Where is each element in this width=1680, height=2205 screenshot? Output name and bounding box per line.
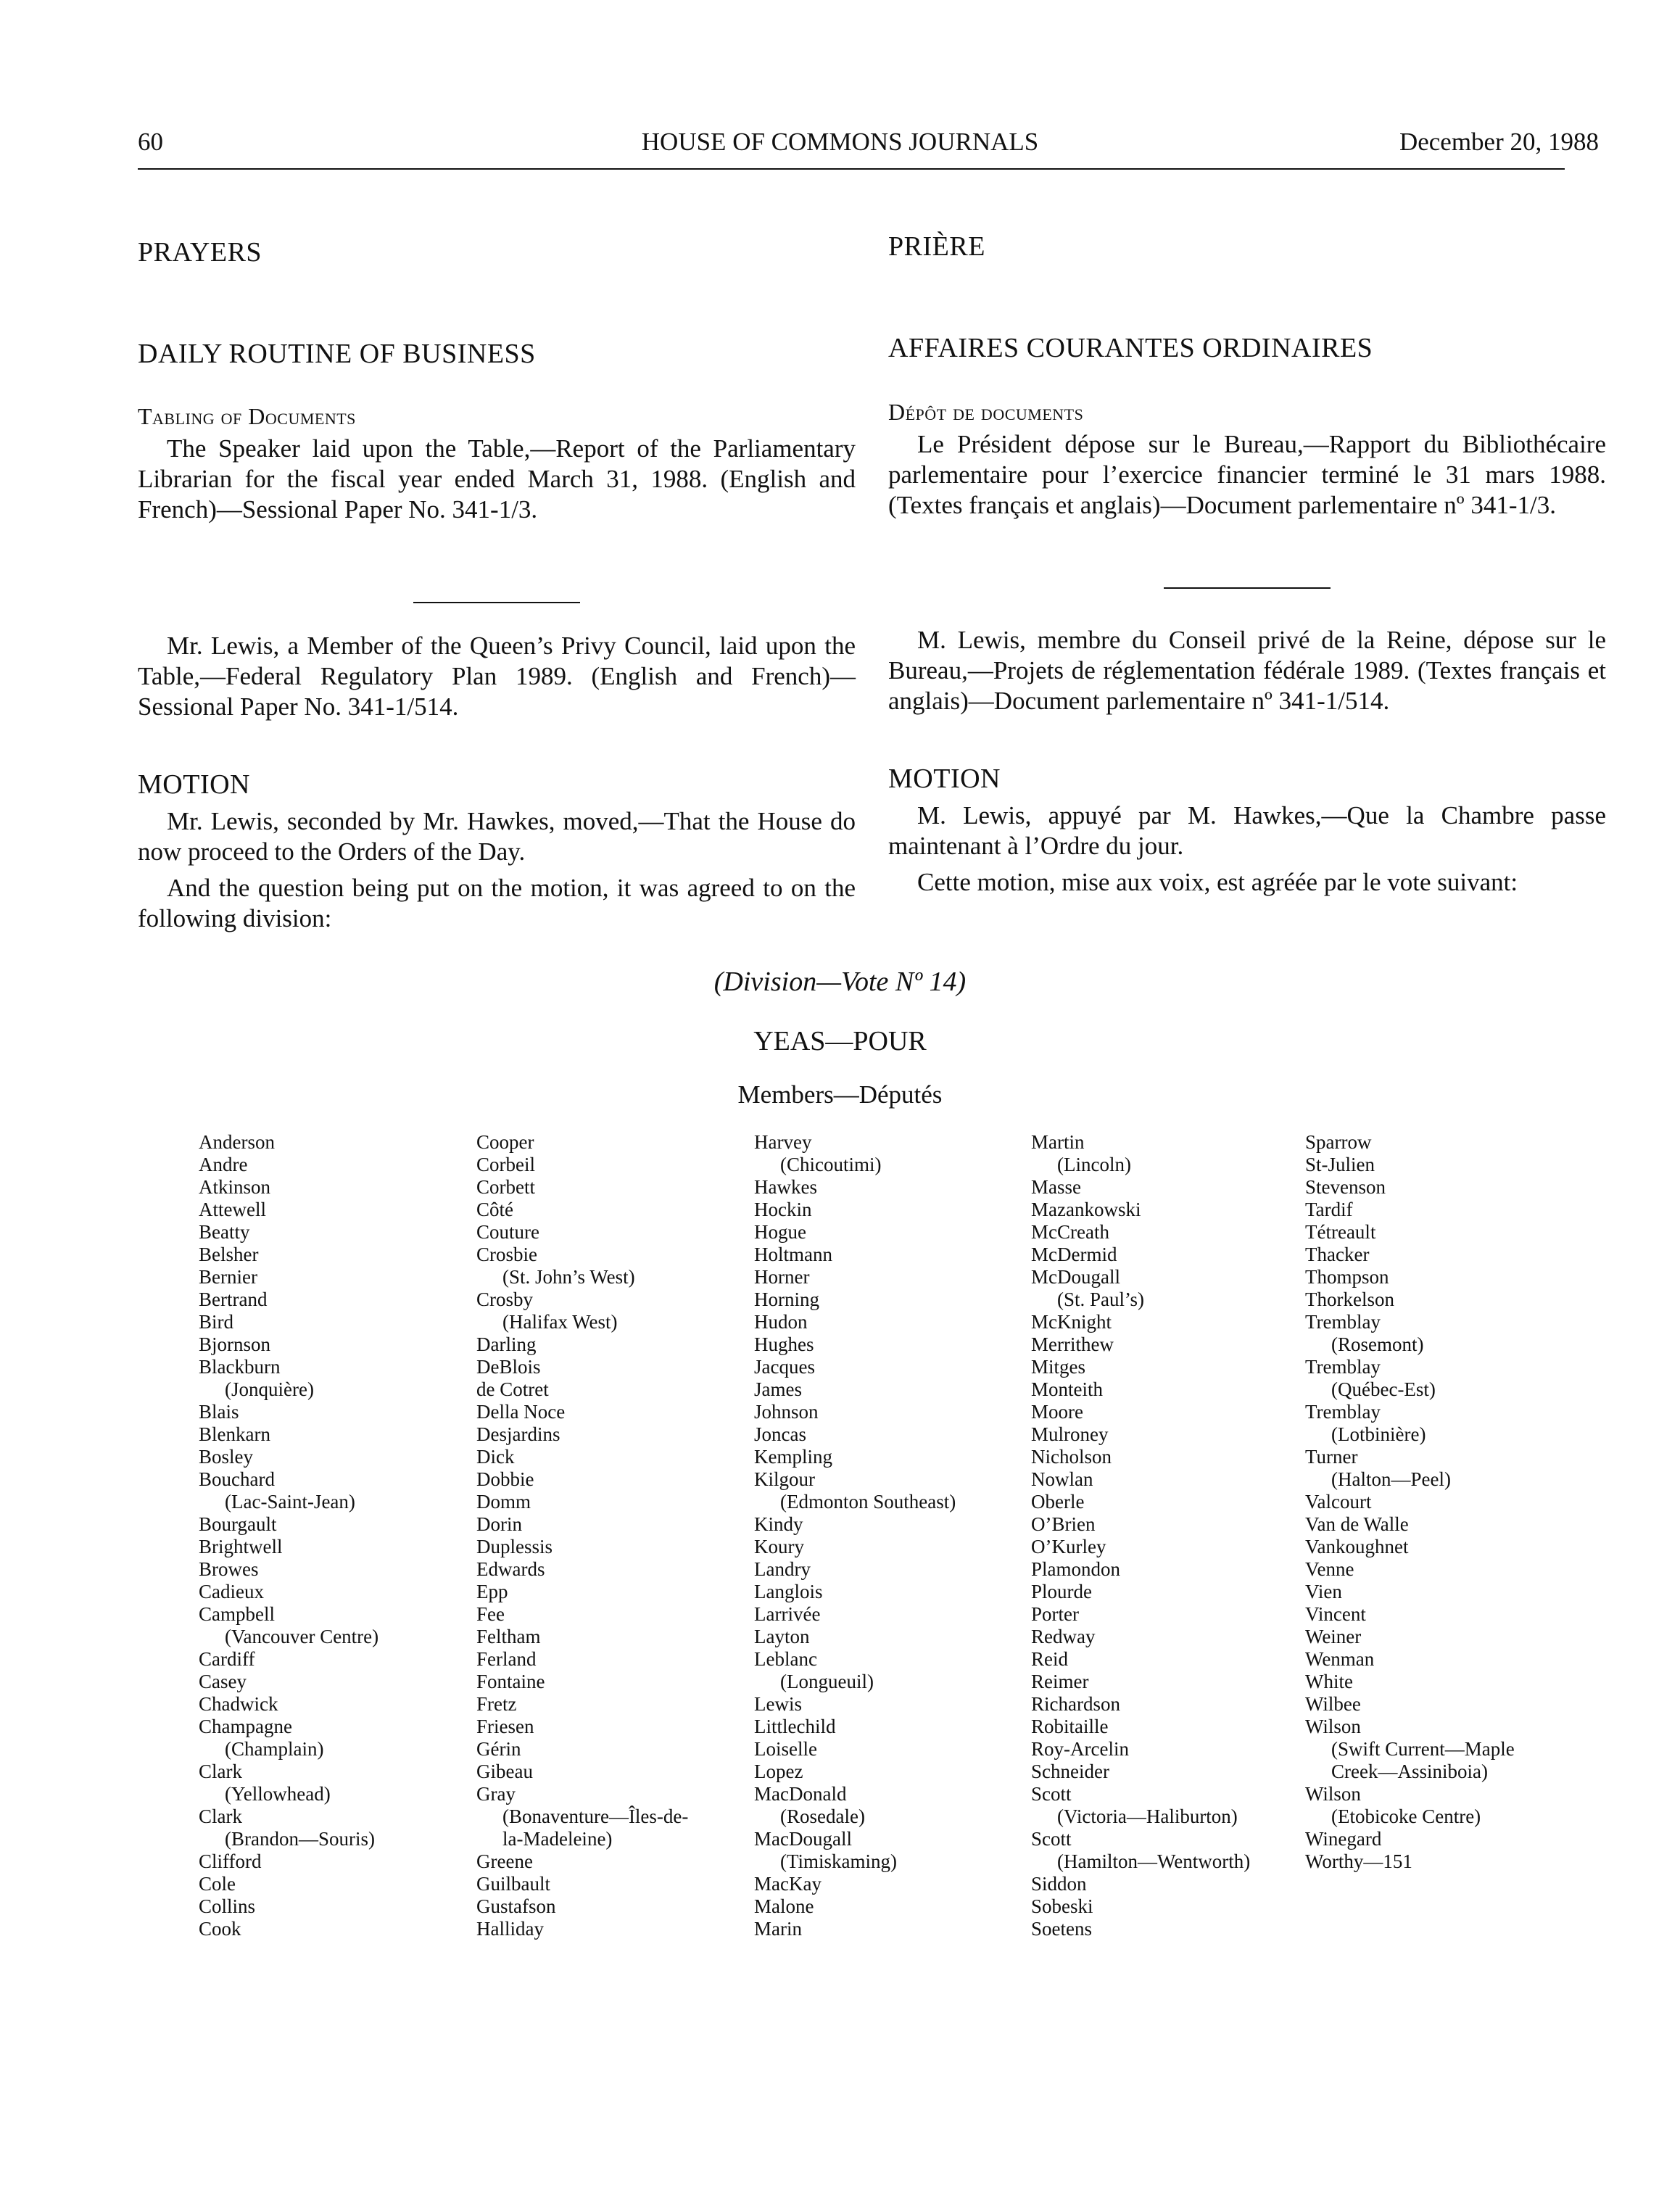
member-name: Campbell	[199, 1603, 275, 1625]
member-name: Cadieux	[199, 1581, 264, 1602]
member-name: Reimer	[1031, 1671, 1089, 1692]
member-name: Monteith	[1031, 1378, 1103, 1400]
member-name: Harvey	[754, 1131, 812, 1153]
member-riding: (Vancouver Centre)	[225, 1626, 379, 1647]
member-name: Anderson	[199, 1131, 275, 1153]
member-name: Sobeski	[1031, 1895, 1093, 1917]
members-heading: Members—Députés	[737, 1080, 943, 1109]
member-name: Gibeau	[476, 1761, 533, 1782]
member-riding: (Lincoln)	[1057, 1154, 1131, 1175]
motion-heading-fr: MOTION	[888, 764, 1001, 794]
member-name: Masse	[1031, 1176, 1081, 1198]
name-column-3	[754, 1131, 956, 1940]
member-name: Thorkelson	[1305, 1288, 1394, 1310]
member-name: Vien	[1305, 1581, 1342, 1602]
member-name: Hudon	[754, 1311, 808, 1333]
member-name: Duplessis	[476, 1536, 553, 1557]
motion-paragraph: Mr. Lewis, seconded by Mr. Hawkes, moved,—That the House do now proceed to the Orders of the Day.	[138, 807, 856, 866]
member-name: Richardson	[1031, 1693, 1120, 1715]
member-name: Martin	[1031, 1131, 1085, 1153]
member-name: MacKay	[754, 1873, 822, 1895]
journal-title: HOUSE OF COMMONS JOURNALS	[641, 128, 1039, 156]
member-name: Kilgour	[754, 1468, 815, 1490]
member-name: Fee	[476, 1603, 505, 1625]
member-name: Casey	[199, 1671, 247, 1692]
member-name: Turner	[1305, 1446, 1358, 1468]
member-riding: (Rosemont)	[1331, 1333, 1424, 1355]
member-name: Mitges	[1031, 1356, 1086, 1378]
member-name: Valcourt	[1305, 1491, 1372, 1513]
member-riding: (Timiskaming)	[780, 1850, 898, 1872]
member-name: Porter	[1031, 1603, 1079, 1625]
member-name: Côté	[476, 1199, 513, 1220]
member-name: Domm	[476, 1491, 531, 1513]
member-name: Dobbie	[476, 1468, 534, 1490]
member-name: Couture	[476, 1221, 539, 1243]
member-name: Langlois	[754, 1581, 823, 1602]
french-regulatory	[888, 625, 1606, 716]
member-name: Epp	[476, 1581, 508, 1602]
member-name: McDermid	[1031, 1244, 1117, 1265]
member-name: MacDonald	[754, 1783, 847, 1805]
member-name: Lewis	[754, 1693, 802, 1715]
member-riding: (Edmonton Southeast)	[780, 1491, 956, 1513]
tabling-subheading: Tabling of Documents	[138, 403, 356, 429]
member-name: Collins	[199, 1895, 256, 1917]
name-column-4	[1031, 1131, 1250, 1940]
header-date: December 20, 1988	[1399, 128, 1599, 156]
french-column	[888, 231, 1606, 262]
member-riding: la-Madeleine)	[502, 1828, 613, 1850]
member-name: Kindy	[754, 1513, 803, 1535]
french-routine	[888, 332, 1606, 364]
english-regulatory	[138, 631, 856, 722]
member-name: Horner	[754, 1266, 810, 1288]
member-riding: (Brandon—Souris)	[225, 1828, 375, 1850]
member-name: Scott	[1031, 1828, 1072, 1850]
member-name: Bird	[199, 1311, 234, 1333]
separator-rule-fr	[1164, 587, 1331, 589]
member-riding: (Hamilton—Wentworth)	[1057, 1850, 1251, 1872]
member-name: Clark	[199, 1805, 242, 1827]
member-name: Friesen	[476, 1716, 534, 1737]
member-name: Dick	[476, 1446, 515, 1468]
member-name: White	[1305, 1671, 1353, 1692]
member-name: Belsher	[199, 1244, 259, 1265]
member-riding: (Rosedale)	[780, 1805, 865, 1827]
member-name: Worthy—151	[1305, 1850, 1412, 1872]
member-name: Della Noce	[476, 1401, 566, 1423]
member-name: Jacques	[754, 1356, 815, 1378]
member-name: Desjardins	[476, 1423, 560, 1445]
member-name: Oberle	[1031, 1491, 1085, 1513]
member-name: Cardiff	[199, 1648, 255, 1670]
member-name: Joncas	[754, 1423, 806, 1445]
member-name: Holtmann	[754, 1244, 832, 1265]
member-name: de Cotret	[476, 1378, 549, 1400]
member-name: Kempling	[754, 1446, 832, 1468]
member-name: Blais	[199, 1401, 239, 1423]
member-name: Atkinson	[199, 1176, 271, 1198]
member-name: Reid	[1031, 1648, 1068, 1670]
depot-subheading: Dépôt de documents	[888, 399, 1084, 425]
member-name: Corbeil	[476, 1154, 535, 1175]
member-riding: (Jonquière)	[225, 1378, 314, 1400]
member-name: Champagne	[199, 1716, 292, 1737]
member-name: Blenkarn	[199, 1423, 270, 1445]
member-name: Schneider	[1031, 1761, 1109, 1782]
priere-heading: PRIÈRE	[888, 231, 985, 262]
member-name: McCreath	[1031, 1221, 1109, 1243]
member-name: St-Julien	[1305, 1154, 1375, 1175]
member-name: Clifford	[199, 1850, 262, 1872]
member-name: Blackburn	[199, 1356, 281, 1378]
member-name: Cole	[199, 1873, 236, 1895]
name-column-5	[1305, 1131, 1515, 1873]
member-name: Robitaille	[1031, 1716, 1109, 1737]
vote-paragraph-fr: Cette motion, mise aux voix, est agréée par le vote suivant:	[917, 868, 1518, 896]
member-name: Johnson	[754, 1401, 819, 1423]
member-name: Venne	[1305, 1558, 1354, 1580]
english-routine	[138, 338, 856, 370]
english-motion	[138, 769, 856, 934]
member-riding: (Etobicoke Centre)	[1331, 1805, 1481, 1827]
motion-heading: MOTION	[138, 769, 250, 800]
division-paragraph: And the question being put on the motion, it was agreed to on the following division:	[138, 874, 856, 932]
daily-routine-heading: DAILY ROUTINE OF BUSINESS	[138, 339, 536, 369]
member-name: Redway	[1031, 1626, 1096, 1647]
member-riding: Creek—Assiniboia)	[1331, 1761, 1488, 1782]
member-name: Plourde	[1031, 1581, 1092, 1602]
member-name: Corbett	[476, 1176, 535, 1198]
member-name: Wilson	[1305, 1716, 1361, 1737]
member-riding: (St. Paul’s)	[1057, 1288, 1145, 1310]
member-name: Marin	[754, 1918, 802, 1940]
member-riding: (Longueuil)	[780, 1671, 874, 1692]
member-name: Larrivée	[754, 1603, 821, 1625]
speaker-report-paragraph: The Speaker laid upon the Table,—Report of the Parliamentary Librarian for the fiscal year ended March 31, 1988. (English and French)—Sessional Paper No. 341-1/3.	[138, 434, 856, 524]
name-column-2	[476, 1131, 688, 1940]
member-riding: (Bonaventure—Îles-de-	[502, 1805, 689, 1827]
member-name: Scott	[1031, 1783, 1072, 1805]
member-name: Bertrand	[199, 1288, 268, 1310]
member-name: Hawkes	[754, 1176, 817, 1198]
member-name: Gray	[476, 1783, 516, 1805]
member-name: Leblanc	[754, 1648, 817, 1670]
member-name: Fretz	[476, 1693, 517, 1715]
member-name: Cook	[199, 1918, 241, 1940]
member-name: Loiselle	[754, 1738, 817, 1760]
member-name: Malone	[754, 1895, 814, 1917]
member-name: Roy-Arcelin	[1031, 1738, 1129, 1760]
member-name: Darling	[476, 1333, 537, 1355]
member-name: Plamondon	[1031, 1558, 1121, 1580]
yeas-heading: YEAS—POUR	[753, 1026, 927, 1056]
member-name: Layton	[754, 1626, 810, 1647]
member-name: Nowlan	[1031, 1468, 1093, 1490]
member-name: Bourgault	[199, 1513, 277, 1535]
member-riding: (Lac-Saint-Jean)	[225, 1491, 355, 1513]
member-name: Cooper	[476, 1131, 534, 1153]
member-name: Sparrow	[1305, 1131, 1372, 1153]
english-column	[138, 236, 856, 268]
member-name: McDougall	[1031, 1266, 1120, 1288]
member-name: Clark	[199, 1761, 242, 1782]
member-name: Littlechild	[754, 1716, 836, 1737]
member-name: Browes	[199, 1558, 259, 1580]
name-column-1	[199, 1131, 378, 1940]
member-name: Hughes	[754, 1333, 814, 1355]
member-name: Koury	[754, 1536, 804, 1557]
member-name: DeBlois	[476, 1356, 541, 1378]
regulatory-plan-paragraph: Mr. Lewis, a Member of the Queen’s Privy Council, laid upon the Table,—Federal Regulatory Plan 1989. (English and French)—Sessional Paper No. 341-1/514.	[138, 632, 856, 721]
page-number: 60	[138, 128, 163, 156]
member-name: Van de Walle	[1305, 1513, 1409, 1535]
member-name: Moore	[1031, 1401, 1083, 1423]
member-name: Tremblay	[1305, 1356, 1381, 1378]
member-name: Nicholson	[1031, 1446, 1112, 1468]
motion-paragraph-fr: M. Lewis, appuyé par M. Hawkes,—Que la Chambre passe maintenant à l’Ordre du jour.	[888, 801, 1606, 860]
member-name: Tardif	[1305, 1199, 1353, 1220]
member-name: Bernier	[199, 1266, 257, 1288]
member-name: Andre	[199, 1154, 248, 1175]
member-riding: (Swift Current—Maple	[1331, 1738, 1515, 1760]
member-name: Brightwell	[199, 1536, 283, 1557]
member-name: Stevenson	[1305, 1176, 1386, 1198]
member-riding: (Champlain)	[225, 1738, 324, 1760]
member-name: Tremblay	[1305, 1401, 1381, 1423]
member-name: Halliday	[476, 1918, 544, 1940]
member-riding: (Halifax West)	[502, 1311, 618, 1333]
member-name: Tétreault	[1305, 1221, 1376, 1243]
member-name: Crosby	[476, 1288, 534, 1310]
member-name: Thacker	[1305, 1244, 1370, 1265]
division-title: (Division—Vote Nº 14)	[713, 967, 967, 997]
member-name: Chadwick	[199, 1693, 278, 1715]
member-name: Hockin	[754, 1199, 812, 1220]
member-name: Weiner	[1305, 1626, 1362, 1647]
member-name: Vincent	[1305, 1603, 1366, 1625]
member-riding: (Yellowhead)	[225, 1783, 331, 1805]
member-name: Gérin	[476, 1738, 521, 1760]
president-report-paragraph: Le Président dépose sur le Bureau,—Rapport du Bibliothécaire parlementaire pour l’exercice financier terminé le 31 mars 1988. (Textes français et anglais)—Document parlementaire nº 341-1/3.	[888, 430, 1606, 519]
member-name: Feltham	[476, 1626, 541, 1647]
member-riding: (Lotbinière)	[1331, 1423, 1426, 1445]
member-name: Wenman	[1305, 1648, 1375, 1670]
member-name: Beatty	[199, 1221, 250, 1243]
member-name: O’Brien	[1031, 1513, 1096, 1535]
member-name: Horning	[754, 1288, 819, 1310]
member-riding: (Québec-Est)	[1331, 1378, 1436, 1400]
member-name: Edwards	[476, 1558, 545, 1580]
prayers-heading: PRAYERS	[138, 237, 262, 268]
member-name: Hogue	[754, 1221, 806, 1243]
member-name: MacDougall	[754, 1828, 852, 1850]
french-motion	[888, 763, 1606, 898]
member-name: Crosbie	[476, 1244, 537, 1265]
member-name: Guilbault	[476, 1873, 550, 1895]
member-name: Fontaine	[476, 1671, 545, 1692]
french-tabling	[888, 399, 1606, 521]
member-name: Mulroney	[1031, 1423, 1109, 1445]
member-name: Dorin	[476, 1513, 522, 1535]
member-name: Wilbee	[1305, 1693, 1361, 1715]
english-tabling	[138, 403, 856, 525]
member-name: Bosley	[199, 1446, 254, 1468]
member-name: Vankoughnet	[1305, 1536, 1409, 1557]
separator-rule	[413, 602, 580, 603]
member-name: Attewell	[199, 1199, 266, 1220]
member-name: Merrithew	[1031, 1333, 1114, 1355]
member-riding: (Halton—Peel)	[1331, 1468, 1451, 1490]
member-name: Siddon	[1031, 1873, 1087, 1895]
member-riding: (St. John’s West)	[502, 1266, 635, 1288]
affaires-heading: AFFAIRES COURANTES ORDINAIRES	[888, 333, 1373, 363]
member-name: Ferland	[476, 1648, 537, 1670]
member-name: Lopez	[754, 1761, 803, 1782]
member-name: Mazankowski	[1031, 1199, 1141, 1220]
member-name: Gustafson	[476, 1895, 556, 1917]
reglementation-paragraph: M. Lewis, membre du Conseil privé de la Reine, dépose sur le Bureau,—Projets de réglementation fédérale 1989. (Textes français et anglais)—Document parlementaire nº 341-1/514.	[888, 626, 1606, 715]
member-name: Soetens	[1031, 1918, 1092, 1940]
member-riding: (Chicoutimi)	[780, 1154, 882, 1175]
member-name: Landry	[754, 1558, 811, 1580]
member-name: Bjornson	[199, 1333, 271, 1355]
member-name: Greene	[476, 1850, 533, 1872]
member-name: Wilson	[1305, 1783, 1361, 1805]
member-name: McKnight	[1031, 1311, 1112, 1333]
member-name: O’Kurley	[1031, 1536, 1106, 1557]
member-name: Winegard	[1305, 1828, 1382, 1850]
member-riding: (Victoria—Haliburton)	[1057, 1805, 1238, 1827]
member-name: James	[754, 1378, 802, 1400]
header-rule	[138, 168, 1565, 170]
member-name: Bouchard	[199, 1468, 275, 1490]
member-name: Thompson	[1305, 1266, 1389, 1288]
member-name: Tremblay	[1305, 1311, 1381, 1333]
